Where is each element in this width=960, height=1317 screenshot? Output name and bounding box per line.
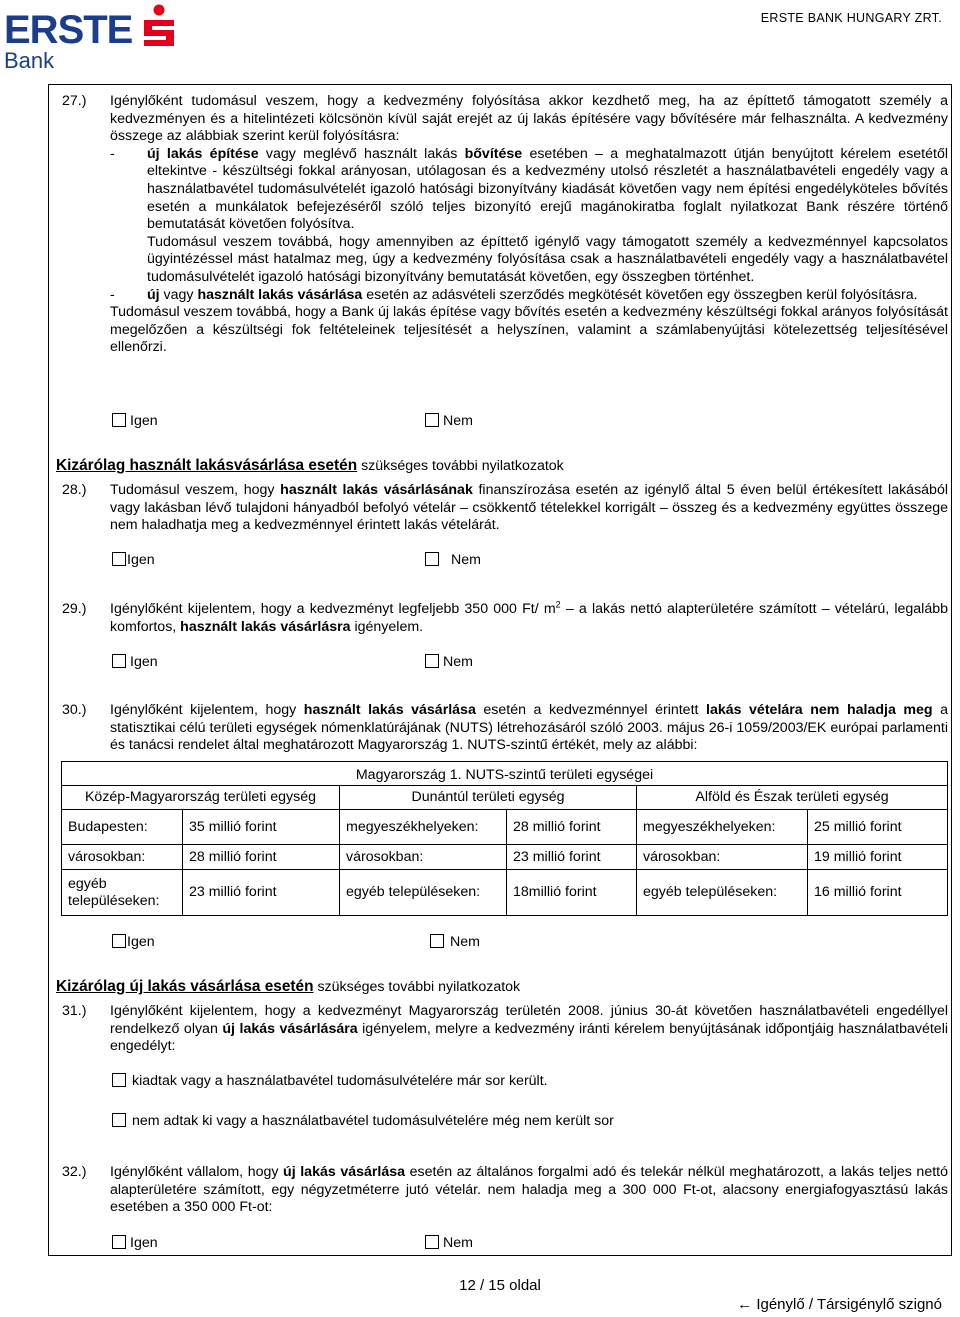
item-27-dash-1-para2: Tudomásul veszem továbbá, hogy amennyiben az építtető igénylő vagy támogatott személy a kedvezménnyel kapcsolatos ügyintézéssel mást hatalmaz meg, úgy a kedvezmény folyósítása csak a használatbavételi engedély vagy a használatbavétel tudomásulvételét igazoló hatósági bizonyítvány bemutatását követően, egy összegben történhet.: [147, 233, 948, 285]
nuts-table-title: Magyarország 1. NUTS-szintű területi egységei: [62, 762, 948, 786]
item-27-number: 27.): [62, 93, 87, 109]
item-27-outro: Tudomásul veszem továbbá, hogy a Bank új lakás építése vagy bővítés esetén a kedvezmény készültségi fokkal arányos folyósítását megelőzően a készültségi fok feltételeinek teljesítését a helyszínen, valamint a számlabenyújtási kötelezettség teljesítésével ellenőrzi.: [110, 304, 948, 356]
item-32-text: Igénylőként vállalom, hogy új lakás vásárlása esetén az általános forgalmi adó és telekár nélkül meghatározott, a lakás teljes nettó alapterületére számított, egy négyzetméterre jutó vételár. nem haladja meg a 300 000 Ft-ot, alacsony energiafogyasztású lakás esetében a 350 000 Ft-ot:: [110, 1164, 948, 1216]
item-27-dash-1: - új lakás építése vagy meglévő használt lakás bővítése esetében – a meghatalmazott útján benyújtott kérelem esetétől eltekintve - készültségi fokkal arányosan, utólagosan és a kedvezmény utolsó részletét a használatbavételi engedély vagy a használatbavétel tudomásulvételét igazoló hatósági bizonyítvány kiadását követően vagy nem építési engedélyköteles bővítés esetén a munkálatok befejezéséről szóló teljes bizonyító erejű magánokiratba foglalt nyilatkozat Bank részére történő bemutatását követően folyósítva. Tudomásul veszem továbbá, hogy amennyiben az építtető igénylő vagy támogatott személy a kedvezménnyel kapcsolatos ügyintézéssel mást hatalmaz meg, úgy a kedvezmény folyósítása csak a használatbavételi engedély vagy a használatbavétel tudomásulvételét igazoló hatósági bizonyítvány bemutatását követően, egy összegben történhet.: [110, 145, 948, 285]
nuts-header-transdanubia: Dunántúl területi egység: [340, 786, 637, 810]
item-30-yes-checkbox[interactable]: Igen: [112, 934, 155, 952]
item-27-no-checkbox[interactable]: Nem: [425, 413, 473, 431]
nuts-table: [61, 761, 948, 916]
logo-sub: Bank: [4, 48, 55, 73]
section-new-purchase-heading: Kizárólag új lakás vásárlása esetén szükséges további nyilatkozatok: [56, 978, 521, 995]
checkbox-icon: [112, 1073, 126, 1087]
arrow-left-icon: ←: [737, 1296, 753, 1313]
item-27-dash-2: - új vagy használt lakás vásárlása esetén az adásvételi szerződés megkötését követően egy összegben kerül folyósításra.: [110, 286, 918, 303]
nuts-header-central: Közép-Magyarország területi egység: [62, 786, 340, 810]
checkbox-icon: [425, 654, 439, 668]
checkbox-icon: [425, 1235, 439, 1249]
item-27-yes-checkbox[interactable]: Igen: [112, 413, 158, 431]
page-number: 12 / 15 oldal: [459, 1277, 541, 1294]
item-30-no-checkbox[interactable]: Nem: [430, 934, 480, 952]
signature-label: ← Igénylő / Társigénylő szignó: [737, 1296, 942, 1313]
checkbox-icon: [112, 934, 126, 948]
item-31-option-issued-checkbox[interactable]: kiadtak vagy a használatbavétel tudomásulvételére már sor került.: [112, 1073, 548, 1091]
item-27-text: [110, 93, 948, 357]
table-row: Budapesten: 35 millió forint megyeszékhelyeken: 28 millió forint megyeszékhelyeken: 25 millió forint: [62, 810, 948, 845]
item-32-yes-checkbox[interactable]: Igen: [112, 1235, 158, 1253]
item-31-text: Igénylőként kijelentem, hogy a kedvezményt Magyarország területén 2008. június 30-át követően használatbavételi engedéllyel rendelkező olyan új lakás vásárlására igényelem, melyre a kedvezmény iránti kérelem benyújtásának időpontjáig használatbavételi engedélyt:: [110, 1003, 948, 1055]
item-32-number: 32.): [62, 1164, 87, 1180]
item-29-number: 29.): [62, 601, 87, 617]
checkbox-icon: [112, 1113, 126, 1127]
table-row: városokban: 28 millió forint városokban: 23 millió forint városokban: 19 millió forint: [62, 845, 948, 870]
erste-s-logo-icon: [140, 4, 178, 50]
item-29-no-checkbox[interactable]: Nem: [425, 654, 473, 672]
item-28-number: 28.): [62, 482, 87, 498]
item-27-intro: Igénylőként tudomásul veszem, hogy a kedvezmény folyósítása akkor kezdhető meg, ha az építtető támogatott személy a kedvezményen és a hitelintézeti kölcsönön kívül saját erejét az új lakás építésére vagy bővítésére már felhasználta. A kedvezmény összege az alábbiak szerint kerül folyósításra:: [110, 93, 948, 145]
company-name: ERSTE BANK HUNGARY ZRT.: [760, 11, 942, 25]
item-28-yes-checkbox[interactable]: Igen: [112, 552, 155, 570]
item-30-number: 30.): [62, 702, 87, 718]
item-32-no-checkbox[interactable]: Nem: [425, 1235, 473, 1253]
checkbox-icon: [425, 413, 439, 427]
checkbox-icon: [112, 654, 126, 668]
section-used-purchase-heading: Kizárólag használt lakásvásárlása esetén szükséges további nyilatkozatok: [56, 457, 564, 474]
item-30-text: Igénylőként kijelentem, hogy használt lakás vásárlása esetén a kedvezménnyel érintett lakás vételára nem haladja meg a statisztikai célú területi egységek nómenklatúrájának (NUTS) létrehozásáról szóló 2003. május 26-i 1059/2003/EK európai parlamenti és tanácsi rendelet által meghatározott Magyarország 1. NUTS-szintű értékét, mely az alábbi:: [110, 702, 948, 754]
item-29-yes-checkbox[interactable]: Igen: [112, 654, 158, 672]
checkbox-icon: [430, 934, 444, 948]
nuts-header-great-plain-north: Alföld és Észak területi egység: [637, 786, 948, 810]
checkbox-icon: [112, 1235, 126, 1249]
checkbox-icon: [112, 413, 126, 427]
checkbox-icon: [112, 552, 126, 566]
item-31-number: 31.): [62, 1003, 87, 1019]
item-28-text: Tudomásul veszem, hogy használt lakás vásárlásának finanszírozása esetén az igénylő által 5 éven belül értékesített lakásából vagy lakásban lévő tulajdoni hányadból befolyó vételár – csökkentő tételekkel korrigált – összeg és a kedvezmény együttes összege nem haladhatja meg a kedvezménnyel érintett lakás vételárát.: [110, 482, 948, 534]
item-31-option-not-issued-checkbox[interactable]: nem adtak ki vagy a használatbavétel tudomásulvételére még nem került sor: [112, 1113, 614, 1131]
checkbox-icon: [425, 552, 439, 566]
table-row: egyéb településeken: 23 millió forint egyéb településeken: 18millió forint egyéb településeken: 16 millió forint: [62, 870, 948, 916]
logo-brand: ERSTE: [4, 8, 133, 52]
item-28-no-checkbox[interactable]: Nem: [425, 552, 481, 570]
item-29-text: Igénylőként kijelentem, hogy a kedvezményt legfeljebb 350 000 Ft/ $m^2$ – a lakás nettó alapterületére számított – vételárú, legalább komfortos, használt lakás vásárlásra igényelem.: [110, 599, 948, 635]
